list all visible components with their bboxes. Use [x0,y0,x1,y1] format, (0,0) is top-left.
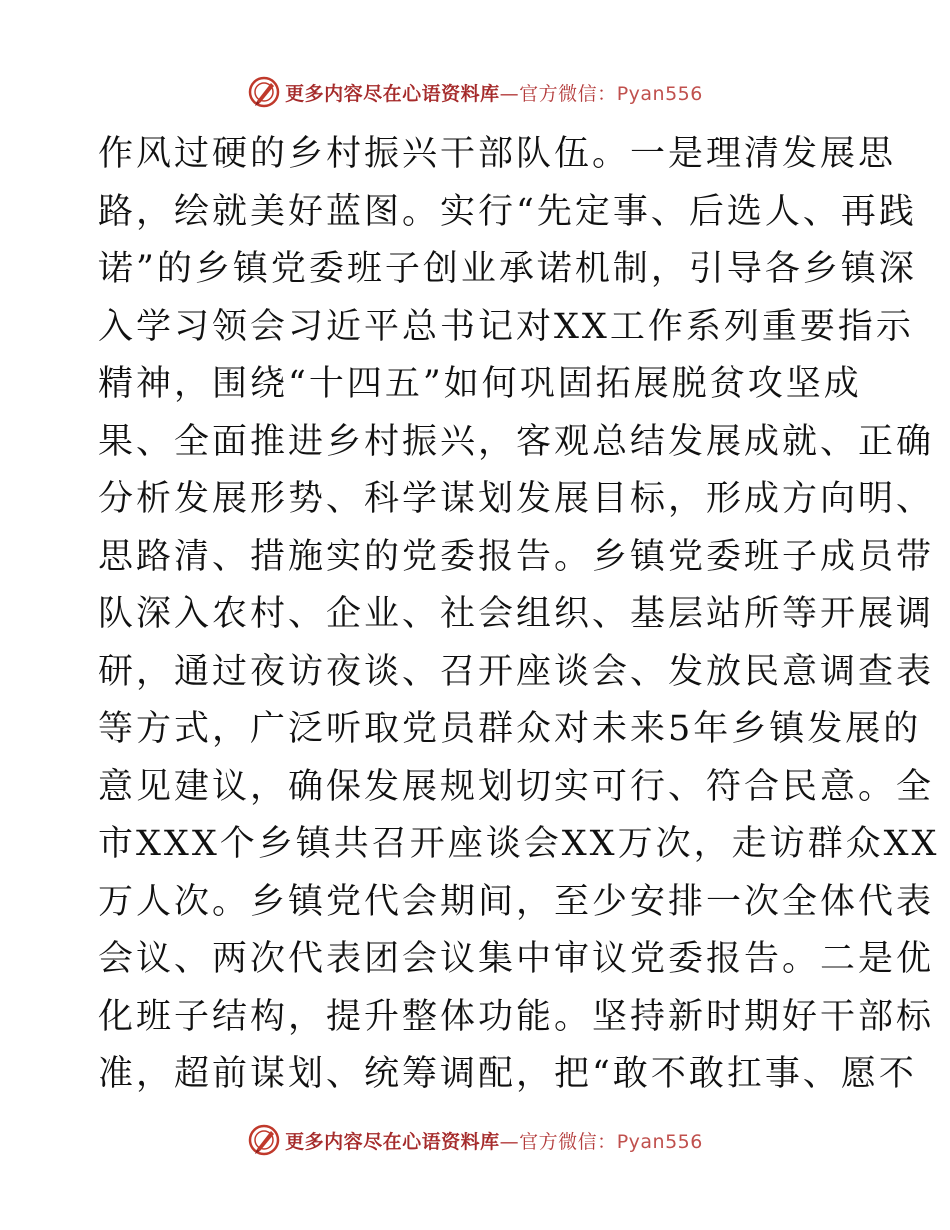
body-line: 意见建议，确保发展规划切实可行、符合民意。全 [98,766,935,807]
body-line: 化班子结构，提升整体功能。坚持新时期好干部标 [98,996,935,1037]
body-line: 入学习领会习近平总书记对XX工作系列重要指示 [98,306,914,347]
footer-banner [0,1120,950,1160]
body-line: 市XXX个乡镇共召开座谈会XX万次，走访群众XX [98,824,940,864]
header-banner-dash: — [499,82,520,105]
body-line: 果、全面推进乡村振兴，客观总结发展成就、正确 [98,421,935,462]
body-line: 队深入农村、企业、社会组织、基层站所等开展调 [98,594,935,634]
footer-banner-text [285,1127,703,1154]
header-banner-account: Pyan556 [616,82,703,105]
body-line: 路，绘就美好蓝图。实行“先定事、后选人、再践 [98,191,917,232]
body-line: 准，超前谋划、统筹调配，把“敢不敢扛事、愿不 [98,1054,917,1094]
body-line: 等方式，广泛听取党员群众对未来5年乡镇发展的 [98,709,922,749]
body-line: 分析发展形势、科学谋划发展目标，形成方向明、 [98,479,935,519]
header-banner-sub: 官方微信： [519,82,617,105]
body-line: 作风过硬的乡村振兴干部队伍。一是理清发展思 [98,134,897,174]
footer-banner-main: 更多内容尽在心语资料库 [285,1130,500,1153]
body-line: 精神，围绕“十四五”如何巩固拓展脱贫攻坚成 [98,364,862,404]
document-body [98,126,940,1104]
body-line: 研，通过夜访夜谈、召开座谈会、发放民意调查表 [98,651,935,692]
body-line: 会议、两次代表团会议集中审议党委报告。二是优 [98,939,935,979]
footer-banner-sub: 官方微信： [519,1130,617,1153]
header-banner-text [285,79,703,106]
body-line: 思路清、措施实的党委报告。乡镇党委班子成员带 [98,536,935,577]
body-line: 万人次。乡镇党代会期间，至少安排一次全体代表 [98,881,935,922]
body-line: 诺”的乡镇党委班子创业承诺机制，引导各乡镇深 [98,249,917,289]
header-banner-main: 更多内容尽在心语资料库 [285,82,500,105]
footer-banner-dash: — [499,1130,520,1153]
footer-banner-account: Pyan556 [616,1130,703,1153]
pen-seal-icon [247,1123,281,1157]
pen-seal-icon [247,75,281,109]
header-banner [0,72,950,112]
